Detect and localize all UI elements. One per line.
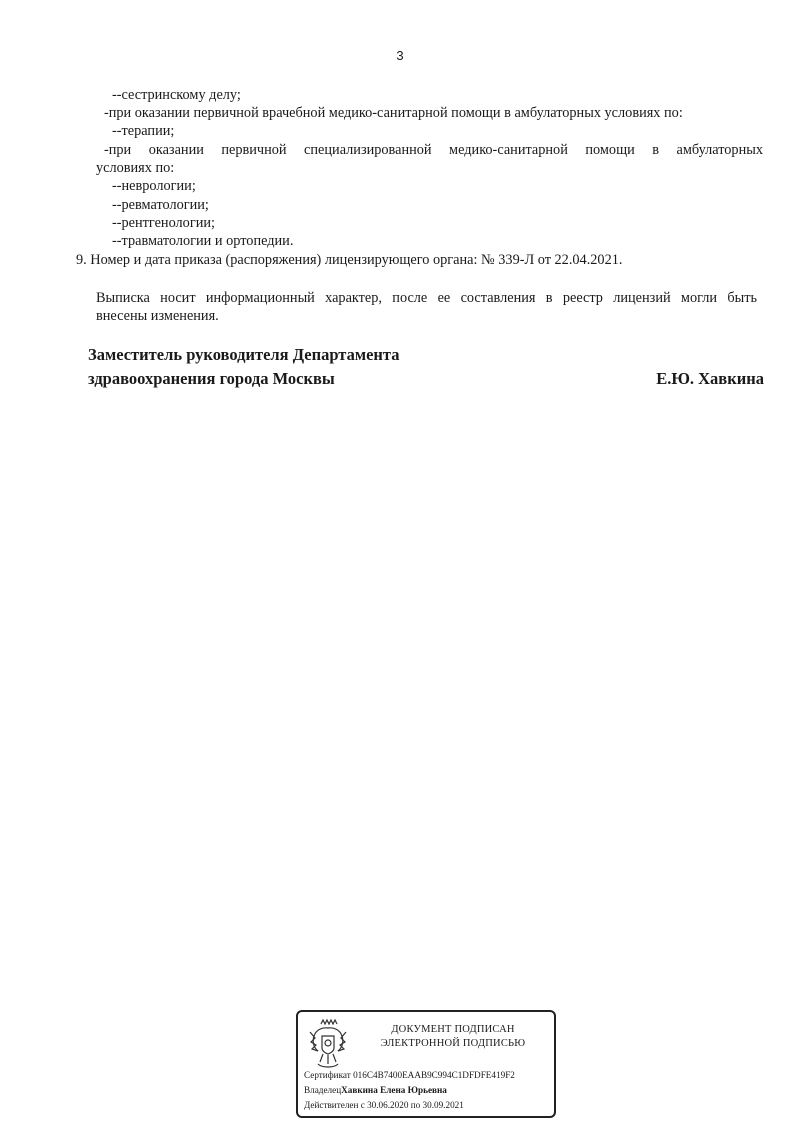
list-item: --сестринскому делу; [112,87,241,103]
certificate-owner [304,1085,447,1095]
owner-label: Владелец [304,1085,342,1095]
page-number: 3 [396,48,404,63]
note-line: внесены изменения. [96,308,219,324]
coat-of-arms-icon [306,1018,350,1070]
signatory-title: здравоохранения города Москвы [88,369,335,388]
list-item: условиях по: [96,160,175,176]
order-number-line: 9. Номер и дата приказа (распоряжения) лицензирующего органа: № 339-Л от 22.04.2021. [76,252,623,268]
list-item: -при оказании первичной специализированной медико-санитарной помощи в амбулаторных [104,142,763,158]
note-line: Выписка носит информационный характер, после ее составления в реестр лицензий могли быть [96,290,757,306]
stamp-header: ДОКУМЕНТ ПОДПИСАН [391,1024,515,1035]
signatory-title: Заместитель руководителя Департамента [88,345,400,364]
list-item: --травматологии и ортопедии. [112,233,294,249]
list-item: --терапии; [112,123,175,139]
signatory-name: Е.Ю. Хавкина [656,369,764,388]
list-item: --рентгенологии; [112,215,215,231]
owner-name: Хавкина Елена Юрьевна [341,1085,447,1095]
electronic-signature-stamp [296,1010,556,1118]
stamp-header: ЭЛЕКТРОННОЙ ПОДПИСЬЮ [380,1038,526,1049]
list-item: --ревматологии; [112,197,209,213]
list-item: -при оказании первичной врачебной медико-санитарной помощи в амбулаторных условиях по: [104,105,683,121]
certificate-validity: Действителен с 30.06.2020 по 30.09.2021 [304,1100,464,1110]
list-item: --неврологии; [112,178,196,194]
certificate-number: Сертификат 016C4B7400EAAB9C994C1DFDFE419F2 [304,1070,515,1080]
